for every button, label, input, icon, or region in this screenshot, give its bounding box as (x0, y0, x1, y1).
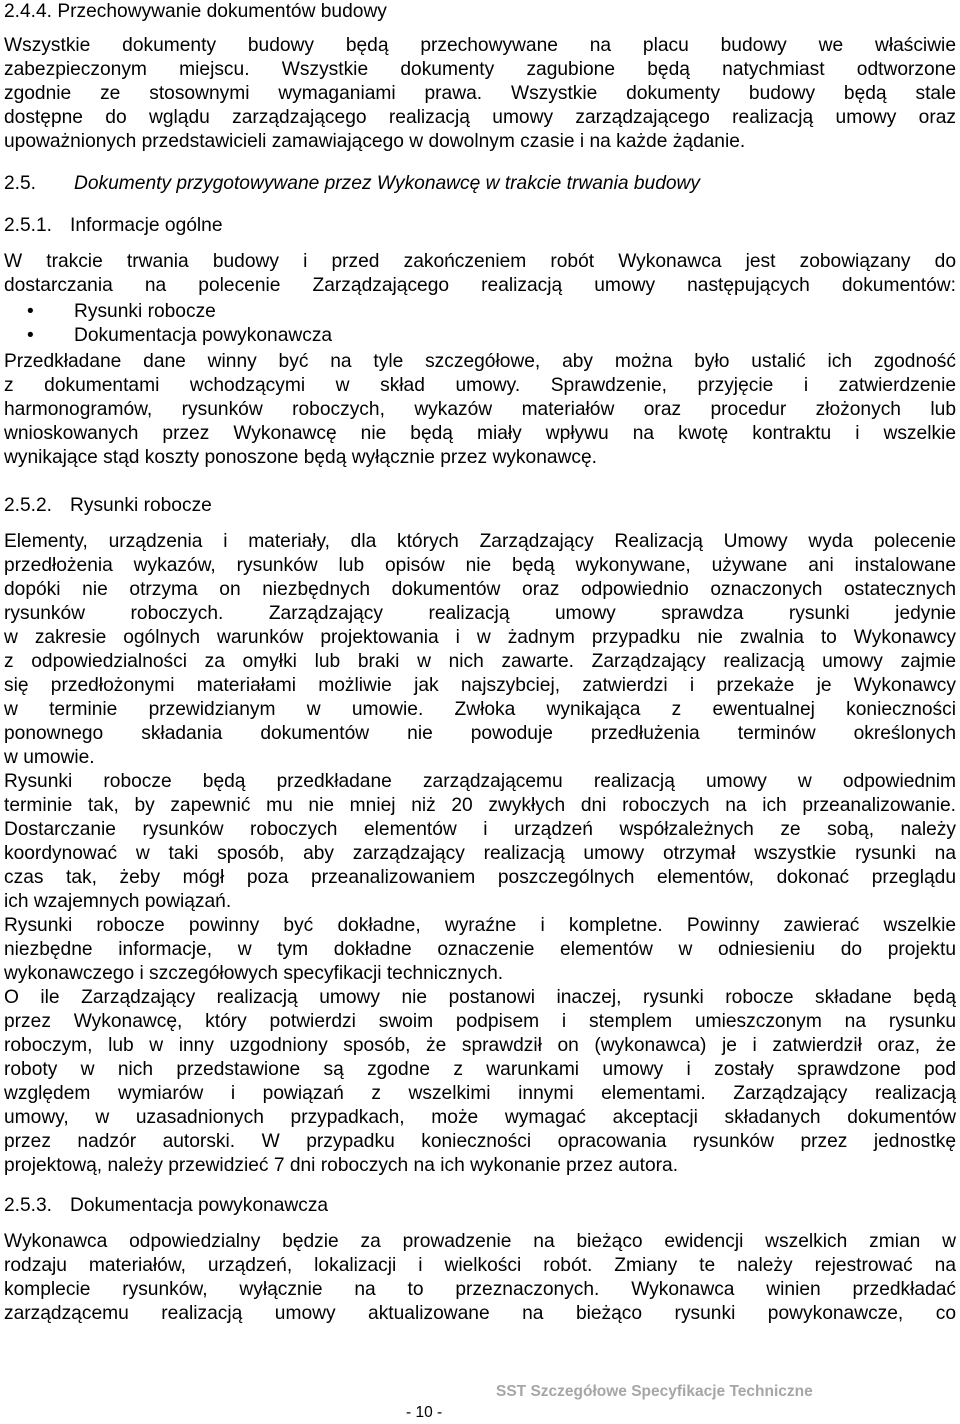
text-line: upoważnionych przedstawicieli zamawiającego w dowolnym czasie i na każde żądanie. (4, 131, 746, 152)
page-number: - 10 - (406, 1404, 443, 1421)
section-title: Informacje ogólne (70, 215, 223, 236)
text-line: względem wymiarów i powiązań z wszelkimi innymi elementami. Zarządzający realizacją (4, 1083, 956, 1104)
section-number: 2.5.3. (4, 1195, 53, 1216)
document-list (4, 300, 956, 348)
text-line: przez nadzór autorski. W przypadku konieczności opracowania rysunków przez jednostkę (4, 1131, 956, 1152)
text-line: czas tak, żeby mógł poza przeanalizowaniem poszczególnych elementów, dokonać przeglądu (4, 867, 956, 888)
bullet-icon: • (27, 325, 34, 346)
text-line: W trakcie trwania budowy i przed zakończeniem robót Wykonawca jest zobowiązany do (4, 251, 956, 272)
section-2-4-4-body (4, 34, 956, 154)
text-line: Elementy, urządzenia i materiały, dla których Zarządzający Realizacją Umowy wyda polecenie (4, 531, 956, 552)
text-line: ich wzajemnych powiązań. (4, 891, 232, 912)
text-line: w terminie przewidzianym w umowie. Zwłoka wynikająca z ewentualnej konieczności (4, 699, 956, 720)
text-line: ponownego składania dokumentów nie powoduje przedłużenia terminów określonych (4, 723, 956, 744)
section-2-5-3-heading (4, 1194, 956, 1218)
text-line: koordynować w taki sposób, aby zarządzający realizacją umowy otrzymał wszystkie rysunki na (4, 843, 956, 864)
text-line: O ile Zarządzający realizacją umowy nie postanowi inaczej, rysunki robocze składane będą (4, 987, 956, 1008)
text-line: z dokumentami wchodzącymi w skład umowy. Sprawdzenie, przyjęcie i zatwierdzenie (4, 375, 956, 396)
text-line: umowy, w uzasadnionych przypadkach, może wymagać akceptacji składanych dokumentów (4, 1107, 956, 1128)
text-line: dostępne do wglądu zarządzającego realizacją umowy zarządzającego realizacją umowy oraz (4, 107, 956, 128)
text-line: Wszystkie dokumenty budowy będą przechowywane na placu budowy we właściwie (4, 35, 956, 56)
text-line: rysunków roboczych. Zarządzający realizacją umowy sprawdza rysunki jedynie (4, 603, 956, 624)
text-line: przedłożenia wykazów, rysunków lub opisów nie będą wykonywane, używane ani instalowane (4, 555, 956, 576)
bullet-icon: • (27, 301, 34, 322)
section-title: Dokumenty przygotowywane przez Wykonawcę w trakcie trwania budowy (74, 173, 700, 194)
text-line: Wykonawca odpowiedzialny będzie za prowadzenie na bieżąco ewidencji wszelkich zmian w (4, 1231, 956, 1252)
list-item: • Dokumentacja powykonawcza (27, 325, 333, 346)
section-title: Dokumentacja powykonawcza (70, 1195, 329, 1216)
text-line: niezbędne informacje, w tym dokładne oznaczenie elementów w odniesieniu do projektu (4, 939, 956, 960)
section-2-5-2-heading (4, 494, 956, 518)
text-line: dostarczania na polecenie Zarządzającego realizacją umowy następujących dokumentów: (4, 275, 956, 296)
text-line: przez Wykonawcę, który potwierdzi swoim podpisem i stemplem umieszczonym na rysunku (4, 1011, 956, 1032)
section-2-5-1-heading (4, 214, 956, 238)
text-line: projektową, należy przewidzieć 7 dni roboczych na ich wykonanie przez autora. (4, 1155, 679, 1176)
text-line: roboty w nich przedstawione są zgodne z warunkami umowy i zostały sprawdzone pod (4, 1059, 956, 1080)
text-line: Rysunki robocze powinny być dokładne, wyraźne i kompletne. Powinny zawierać wszelkie (4, 915, 956, 936)
footer-title: SST Szczegółowe Specyfikacje Techniczne (496, 1383, 813, 1400)
text-line: w umowie. (4, 747, 95, 768)
list-item: • Rysunki robocze (27, 301, 216, 322)
text-line: dopóki nie otrzyma on niezbędnych dokumentów oraz odpowiednio oznaczonych ostatecznych (4, 579, 956, 600)
section-2-5-1-body (4, 350, 956, 470)
text-line: z odpowiedzialności za omyłki lub braki w nich zawarte. Zarządzający realizacją umowy zajmie (4, 651, 956, 672)
section-number: 2.5.1. (4, 215, 53, 236)
section-2-5-3-body (4, 1230, 956, 1326)
text-line: harmonogramów, rysunków roboczych, wykazów materiałów oraz procedur złożonych lub (4, 399, 956, 420)
text-line: komplecie rysunków, wyłącznie na to przeznaczonych. Wykonawca winien przedkładać (4, 1279, 956, 1300)
section-title: Rysunki robocze (70, 495, 212, 516)
text-line: wnioskowanych przez Wykonawcę nie będą miały wpływu na kwotę kontraktu i wszelkie (4, 423, 956, 444)
section-2-5-2-body (4, 530, 956, 1178)
text-line: Dostarczanie rysunków roboczych elementów i urządzeń współzależnych ze sobą, należy (4, 819, 956, 840)
text-line: wynikające stąd koszty ponoszone będą wyłącznie przez wykonawcę. (4, 447, 597, 468)
text-line: terminie tak, by zapewnić mu nie mniej niż 20 zwykłych dni roboczych na ich przeanalizowanie. (4, 795, 956, 816)
section-2-5-1-intro (4, 250, 956, 298)
text-line: roboczym, lub w inny uzgodniony sposób, że sprawdził on (wykonawca) je i zatwierdził oraz, że (4, 1035, 956, 1056)
text-line: w zakresie ogólnych warunków projektowania i w żadnym przypadku nie zwalnia to Wykonawcy (4, 627, 956, 648)
section-number: 2.5. (4, 173, 37, 194)
text-line: zarządzącemu realizacją umowy aktualizowane na bieżąco rysunki powykonawcze, co (4, 1303, 956, 1324)
text-line: wykonawczego i szczegółowych specyfikacji technicznych. (4, 963, 504, 984)
section-2-5-heading (4, 172, 956, 196)
text-line: zabezpieczonym miejscu. Wszystkie dokumenty zagubione będą natychmiast odtworzone (4, 59, 956, 80)
text-line: Przedkładane dane winny być na tyle szczegółowe, aby można było ustalić ich zgodność (4, 351, 956, 372)
text-line: się przedłożonymi materiałami możliwie jak najszybciej, zatwierdzi i przekaże je Wykonawcy (4, 675, 956, 696)
text-line: zgodnie ze stosownymi wymaganiami prawa. Wszystkie dokumenty budowy będą stale (4, 83, 956, 104)
section-2-4-4-heading: 2.4.4. Przechowywanie dokumentów budowy (4, 1, 387, 22)
text-line: Rysunki robocze będą przedkładane zarządzającemu realizacją umowy w odpowiednim (4, 771, 956, 792)
section-number: 2.5.2. (4, 495, 53, 516)
text-line: rodzaju materiałów, urządzeń, lokalizacji i wielkości robót. Zmiany te należy rejestrować na (4, 1255, 956, 1276)
